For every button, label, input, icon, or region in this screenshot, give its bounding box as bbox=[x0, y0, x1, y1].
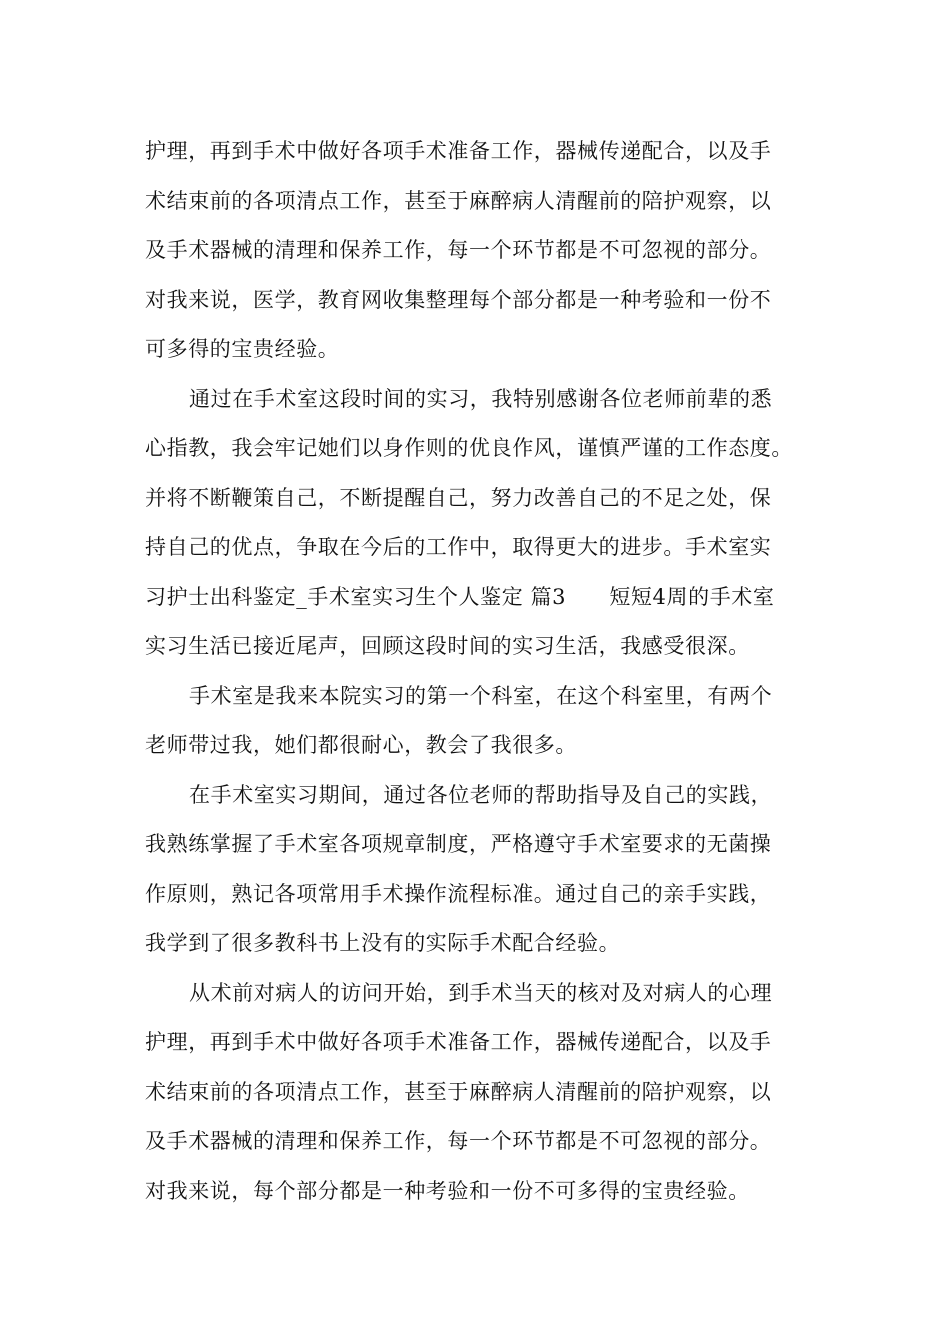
paragraph-first-line: 在手术室实习期间，通过各位老师的帮助指导及自己的实践， bbox=[189, 782, 773, 807]
document-body bbox=[145, 127, 825, 1216]
text-line: 对我来说，每个部分都是一种考验和一份不可多得的宝贵经验。 bbox=[145, 1178, 750, 1203]
text-line: 护理，再到手术中做好各项手术准备工作，器械传递配合，以及手 bbox=[145, 1030, 772, 1054]
text-line: 及手术器械的清理和保养工作，每一个环节都是不可忽视的部分。 bbox=[145, 1129, 772, 1153]
text-line: 术结束前的各项清点工作，甚至于麻醉病人清醒前的陪护观察，以 bbox=[145, 1079, 772, 1104]
text-line: 护理，再到手术中做好各项手术准备工作，器械传递配合，以及手 bbox=[145, 139, 772, 163]
text-line: 对我来说，医学，教育网收集整理每个部分都是一种考验和一份不 bbox=[145, 287, 772, 312]
text-line: 作原则，熟记各项常用手术操作流程标准。通过自己的亲手实践， bbox=[145, 881, 772, 906]
text-line: 我熟练掌握了手术室各项规章制度，严格遵守手术室要求的无菌操 bbox=[145, 832, 772, 856]
text-line: 习护士出科鉴定_手术室实习生个人鉴定 篇3 短短4周的手术室 bbox=[145, 584, 775, 609]
text-line: 老师带过我，她们都很耐心，教会了我很多。 bbox=[145, 733, 577, 757]
text-line: 可多得的宝贵经验。 bbox=[145, 337, 340, 361]
text-line: 实习生活已接近尾声，回顾这段时间的实习生活，我感受很深。 bbox=[145, 634, 750, 658]
paragraph-first-line: 从术前对病人的访问开始，到手术当天的核对及对病人的心理 bbox=[189, 980, 773, 1005]
text-line: 及手术器械的清理和保养工作，每一个环节都是不可忽视的部分。 bbox=[145, 238, 772, 262]
text-line: 我学到了很多教科书上没有的实际手术配合经验。 bbox=[145, 931, 621, 955]
paragraph-first-line: 手术室是我来本院实习的第一个科室，在这个科室里，有两个 bbox=[189, 683, 773, 708]
paragraph-first-line: 通过在手术室这段时间的实习，我特别感谢各位老师前辈的悉 bbox=[189, 386, 773, 411]
text-line: 并将不断鞭策自己，不断提醒自己，努力改善自己的不足之处，保 bbox=[145, 485, 772, 510]
text-line: 术结束前的各项清点工作，甚至于麻醉病人清醒前的陪护观察，以 bbox=[145, 188, 772, 213]
text-line: 心指教，我会牢记她们以身作则的优良作风，谨慎严谨的工作态度。 bbox=[145, 436, 793, 460]
text-line: 持自己的优点，争取在今后的工作中，取得更大的进步。手术室实 bbox=[145, 535, 772, 559]
